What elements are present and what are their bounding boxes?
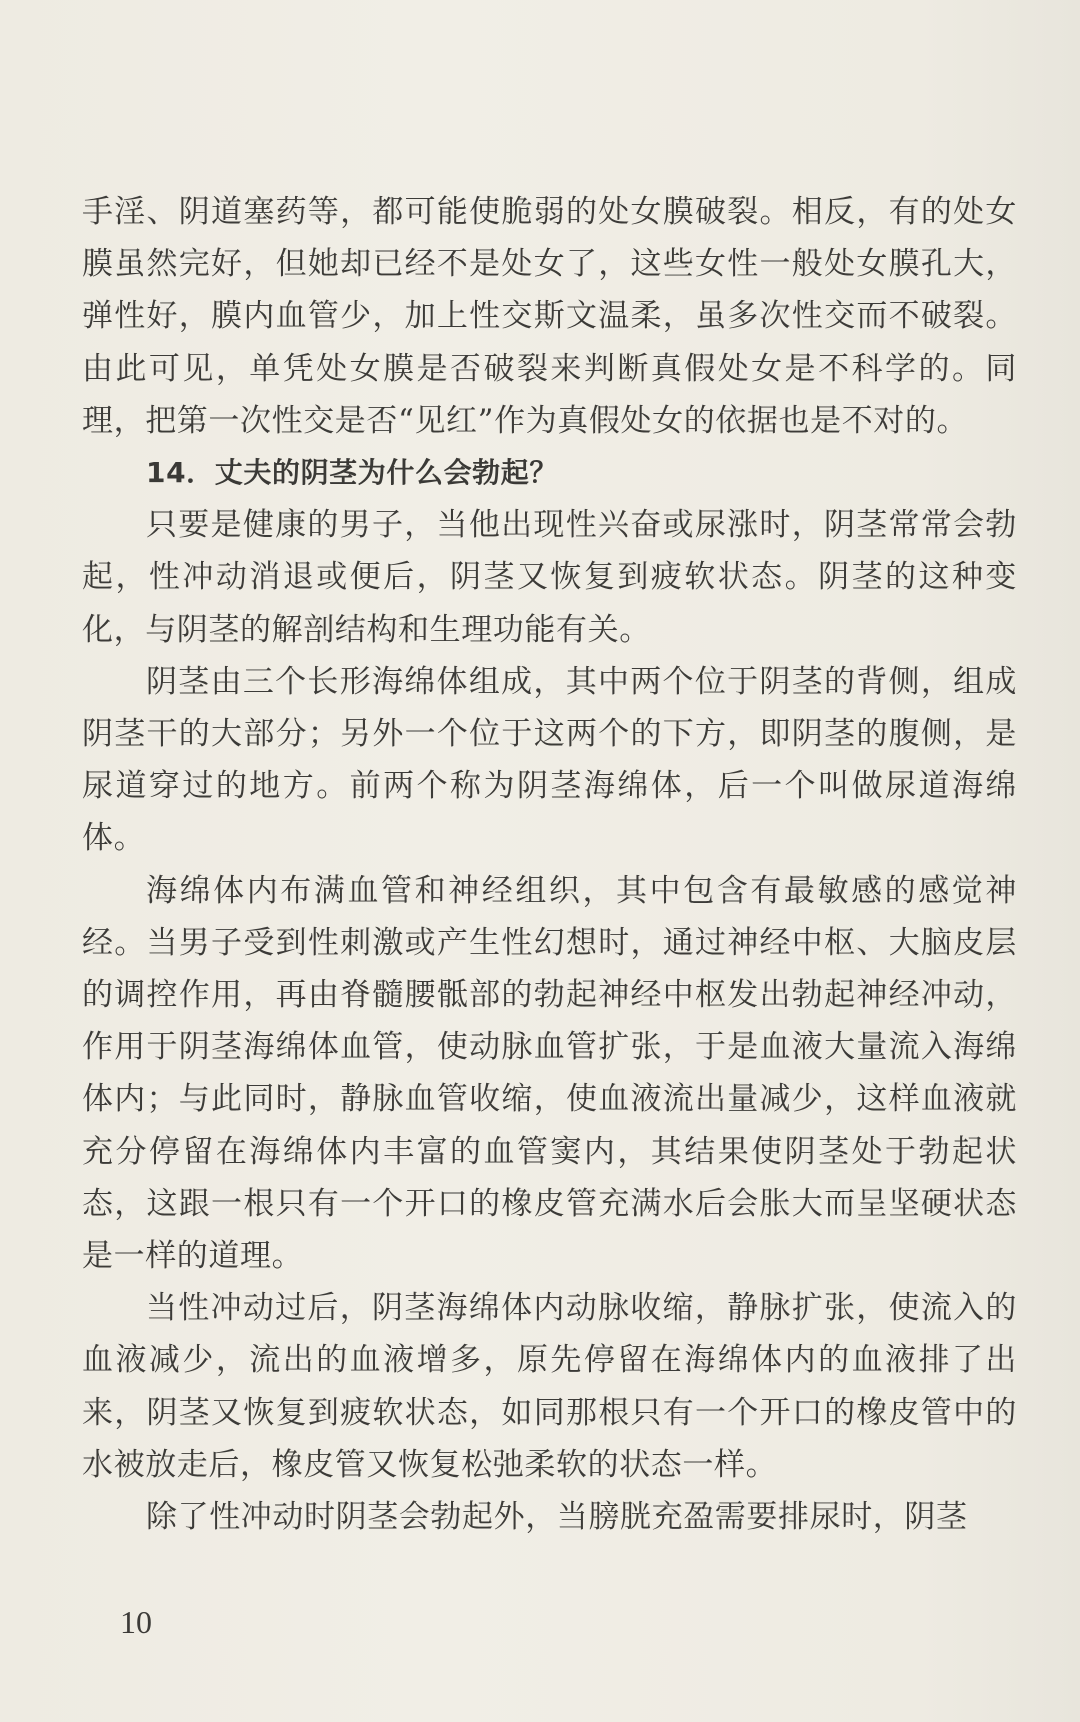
paragraph-hymen-conclusion: 手淫、阴道塞药等，都可能使脆弱的处女膜破裂。相反，有的处女膜虽然完好，但她却已经不是处女了，这些女性一般处女膜孔大，弹性好，膜内血管少，加上性交斯文温柔，虽多次性交而不破裂。由此可见，单凭处女膜是否破裂来判断真假处女是不科学的。同理，把第一次性交是否“见红”作为真假处女的依据也是不对的。 [82,194,1017,439]
paragraph-detumescence: 当性冲动过后，阴茎海绵体内动脉收缩，静脉扩张，使流入的血液减少，流出的血液增多，原先停留在海绵体内的血液排了出来，阴茎又恢复到疲软状态，如同那根只有一个开口的橡皮管中的水被放走后，橡皮管又恢复松弛柔软的状态一样。 [82,1290,1017,1483]
page-number: 10 [120,1604,152,1640]
paragraph-erection-intro: 只要是健康的男子，当他出现性兴奋或尿涨时，阴茎常常会勃起，性冲动消退或便后，阴茎又恢复到疲软状态。阴茎的这种变化，与阴茎的解剖结构和生理功能有关。 [82,507,1017,648]
paragraph-anatomy: 阴茎由三个长形海绵体组成，其中两个位于阴茎的背侧，组成阴茎干的大部分；另外一个位于这两个的下方，即阴茎的腹侧，是尿道穿过的地方。前两个称为阴茎海绵体，后一个叫做尿道海绵体。 [82,663,1017,857]
paragraph-bladder: 除了性冲动时阴茎会勃起外，当膀胱充盈需要排尿时，阴茎 [146,1499,968,1536]
section-heading: 14．丈夫的阴茎为什么会勃起？ [146,456,558,490]
paragraph-mechanism: 海绵体内布满血管和神经组织，其中包含有最敏感的感觉神经。当男子受到性刺激或产生性幻想时，通过神经中枢、大脑皮层的调控作用，再由脊髓腰骶部的勃起神经中枢发出勃起神经冲动，作用于阴茎海绵体血管，使动脉血管扩张，于是血液大量流入海绵体内；与此同时，静脉血管收缩，使血液流出量减少，这样血液就充分停留在海绵体内丰富的血管窦内，其结果使阴茎处于勃起状态，这跟一根只有一个开口的橡皮管充满水后会胀大而呈坚硬状态是一样的道理。 [82,872,1017,1275]
page-body [82,186,1017,1543]
